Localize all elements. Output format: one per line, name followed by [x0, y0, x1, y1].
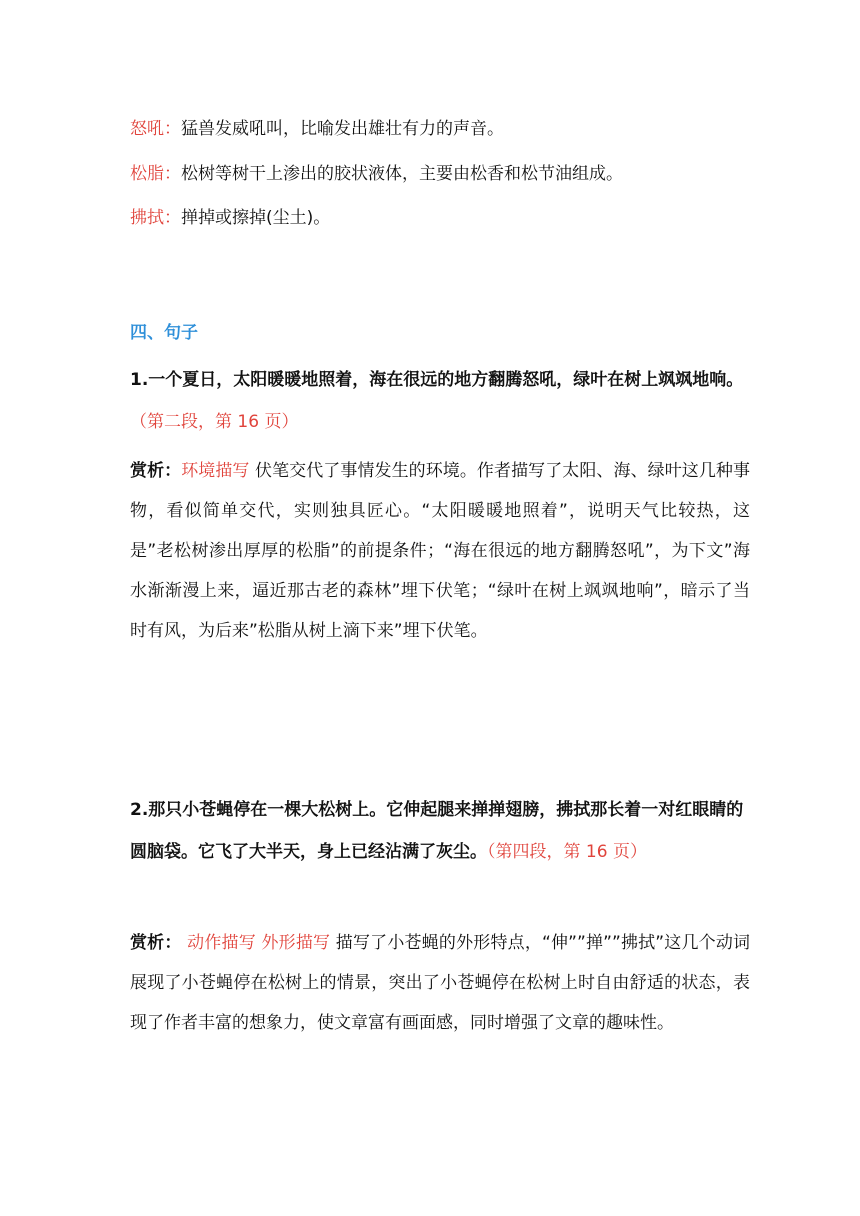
analysis-label: 赏析：	[130, 461, 182, 481]
sentence-text: 1.一个夏日，太阳暖暖地照着，海在很远的地方翻腾怒吼，绿叶在树上飒飒地响。	[130, 370, 744, 390]
section-heading: 四、句子	[130, 323, 198, 343]
sentence-quote	[130, 359, 750, 443]
vocab-entry	[130, 117, 504, 141]
page-reference: （第四段，第 16 页）	[487, 842, 647, 862]
technique-tag: 外形描写	[261, 933, 331, 953]
analysis-label: 赏析：	[130, 933, 182, 953]
analysis-text: 描写了小苍蝇的外形特点，“伸””掸””拂拭”这几个动词展现了小苍蝇停在松树上的情景，突出了小苍蝇停在松树上时自由舒适的状态，表现了作者丰富的想象力，使文章富有画面感，同时增强了文章的趣味性。	[130, 933, 751, 1033]
technique-tag: 环境描写	[181, 461, 250, 481]
vocab-term: 怒吼：	[130, 119, 181, 139]
vocab-definition: 掸掉或擦掉(尘土)。	[181, 208, 331, 228]
vocab-definition: 猛兽发威吼叫，比喻发出雄壮有力的声音。	[181, 119, 504, 139]
vocab-term: 拂拭：	[130, 208, 181, 228]
vocab-entry	[130, 206, 330, 230]
vocab-definition: 松树等树干上渗出的胶状液体，主要由松香和松节油组成。	[181, 164, 623, 184]
technique-tag: 动作描写	[187, 933, 256, 953]
sentence-text: 2.那只小苍蝇停在一棵大松树上。它伸起腿来掸掸翅膀，拂拭那长着一对红眼睛的圆脑袋。它飞了大半天，身上已经沾满了灰尘。	[130, 800, 744, 862]
vocab-entry	[130, 162, 623, 186]
sentence-quote	[130, 789, 750, 873]
page-reference: （第二段，第 16 页）	[130, 412, 299, 432]
analysis-text: 伏笔交代了事情发生的环境。作者描写了太阳、海、绿叶这几种事物，看似简单交代，实则独具匠心。“太阳暖暖地照着”，说明天气比较热，这是”老松树渗出厚厚的松脂”的前提条件；“海在很远的地方翻腾怒吼”，为下文”海水渐渐漫上来，逼近那古老的森林”埋下伏笔；“绿叶在树上飒飒地响”，暗示了当时有风，为后来”松脂从树上滴下来”埋下伏笔。	[130, 461, 751, 641]
analysis-paragraph	[130, 923, 750, 1043]
vocab-term: 松脂：	[130, 164, 181, 184]
analysis-paragraph	[130, 451, 750, 651]
